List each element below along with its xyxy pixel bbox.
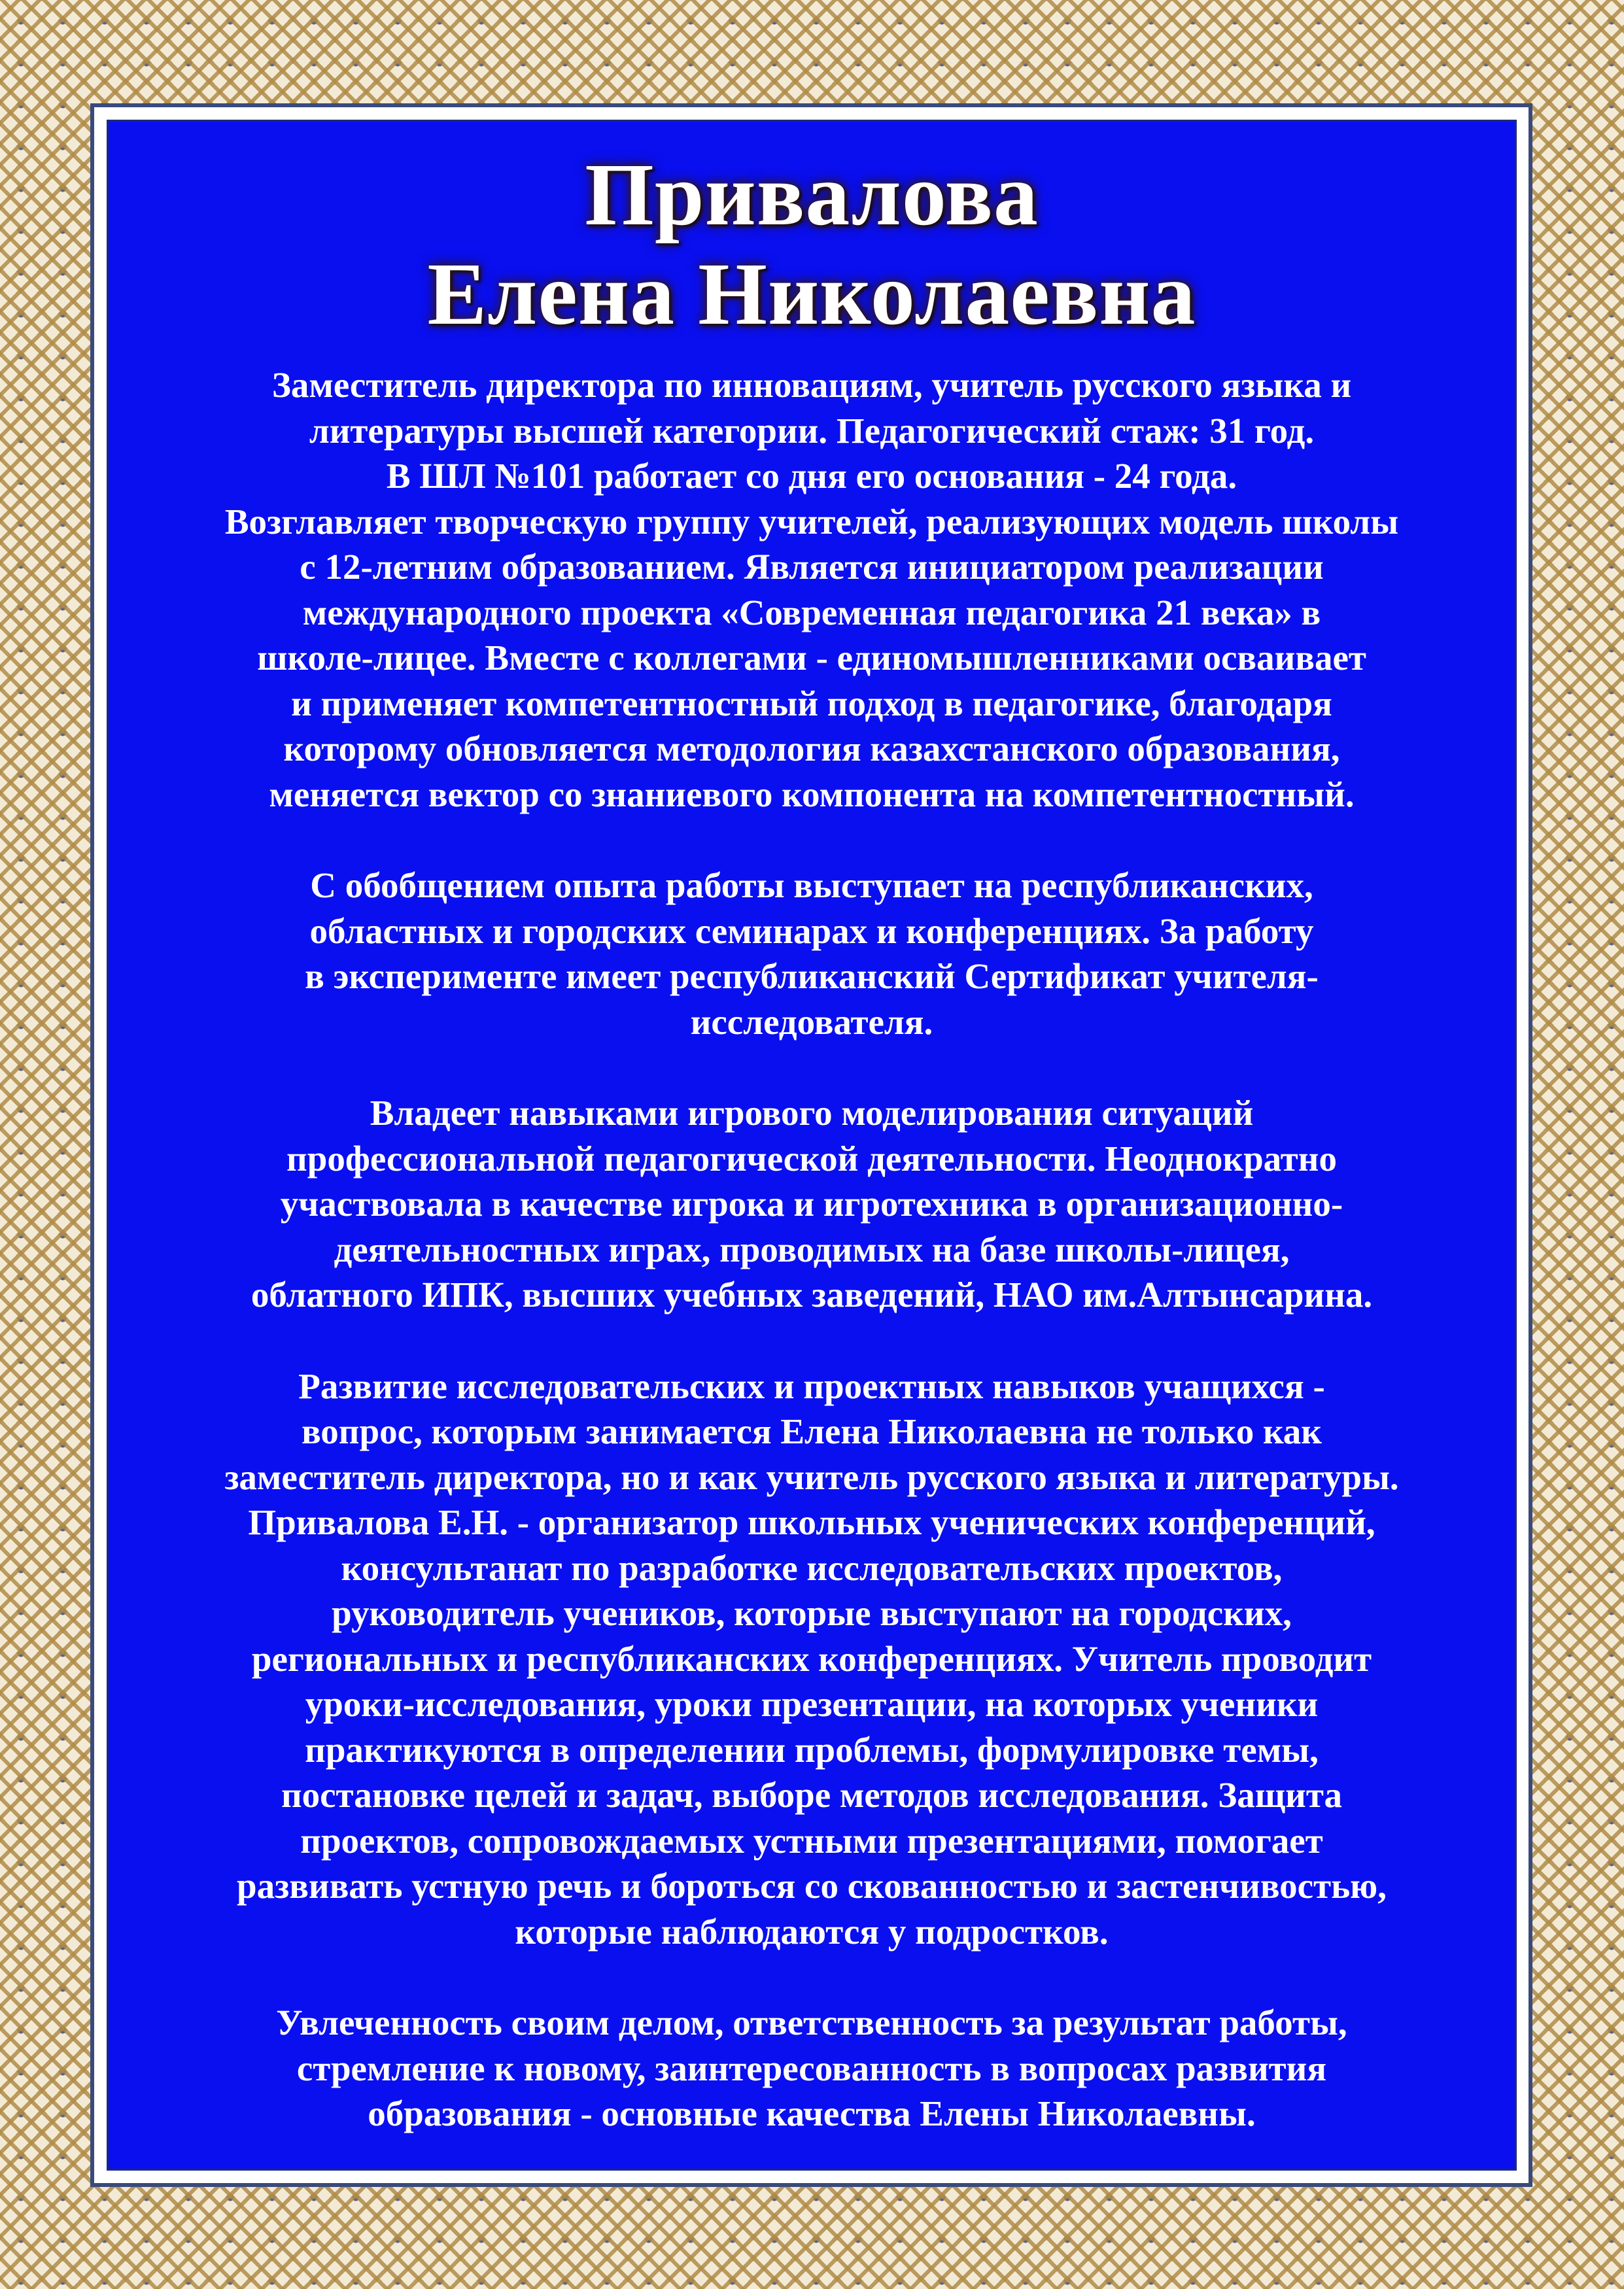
text-line: деятельностных играх, проводимых на базе школы-лицея,: [334, 1229, 1290, 1269]
text-line: проектов, сопровождаемых устными презентациями, помогает: [300, 1820, 1323, 1861]
text-line: образования - основные качества Елены Николаевны.: [368, 2093, 1256, 2133]
paragraph-gap: [128, 817, 1495, 863]
text-line: В ШЛ №101 работает со дня его основания - 24 года.: [386, 456, 1237, 496]
text-line: стремление к новому, заинтересованность в вопросах развития: [296, 2048, 1327, 2088]
text-line: Развитие исследовательских и проектных навыков учащихся -: [298, 1366, 1325, 1406]
paragraph-5: [128, 2000, 1495, 2137]
text-line: областных и городских семинарах и конференциях. За работу: [309, 910, 1314, 951]
page-title: [128, 145, 1495, 344]
text-line: и применяет компетентностный подход в педагогике, благодаря: [291, 683, 1332, 723]
text-line: С обобщением опыта работы выступает на республиканских,: [310, 865, 1313, 905]
text-line: руководитель учеников, которые выступают на городских,: [332, 1593, 1292, 1633]
text-line: Возглавляет творческую группу учителей, реализующих модель школы: [224, 501, 1399, 542]
text-line: профессиональной педагогической деятельности. Неоднократно: [286, 1138, 1337, 1179]
text-line: Заместитель директора по инновациям, учитель русского языка и: [271, 365, 1352, 405]
text-line: развивать устную речь и бороться со скованностью и застенчивостью,: [237, 1866, 1387, 1906]
text-line: которые наблюдаются у подростков.: [515, 1911, 1109, 1952]
text-line: участвовала в качестве игрока и игротехника в организационно-: [280, 1184, 1343, 1224]
content: [109, 122, 1515, 2169]
text-line: облатного ИПК, высших учебных заведений, НАО им.Алтынсарина.: [251, 1275, 1373, 1315]
text-line: консультанат по разработке исследовательских проектов,: [341, 1547, 1283, 1588]
text-line: Привалова Е.Н. - организатор школьных ученических конференций,: [248, 1502, 1375, 1542]
text-line: практикуются в определении проблемы, формулировке темы,: [305, 1729, 1319, 1770]
paragraph-3: [128, 1090, 1495, 1318]
paragraph-gap: [128, 1954, 1495, 2000]
text-line: уроки-исследования, уроки презентации, на которых ученики: [305, 1684, 1319, 1724]
biography-text: [128, 362, 1495, 2137]
text-line: в эксперименте имеет республиканский Сертификат учителя-: [305, 956, 1319, 996]
text-line: школе-лицее. Вместе с коллегами - единомышленниками осваивает: [257, 638, 1366, 678]
title-name: Елена Николаевна: [427, 245, 1196, 343]
paragraph-gap: [128, 1044, 1495, 1090]
text-line: вопрос, которым занимается Елена Николаевна не только как: [301, 1411, 1322, 1451]
text-line: региональных и республиканских конференциях. Учитель проводит: [251, 1638, 1372, 1679]
paragraph-gap: [128, 1318, 1495, 1364]
text-line: постановке целей и задач, выборе методов исследования. Защита: [281, 1775, 1343, 1815]
text-line: Увлеченность своим делом, ответственность за результат работы,: [276, 2003, 1347, 2042]
text-line: с 12-летним образованием. Является инициатором реализации: [300, 547, 1324, 587]
content-panel: [109, 122, 1515, 2169]
paragraph-2: [128, 863, 1495, 1044]
text-line: международного проекта «Современная педагогика 21 века» в: [302, 592, 1321, 632]
text-line: которому обновляется методология казахстанского образования,: [283, 729, 1340, 768]
text-line: исследователя.: [690, 1001, 933, 1042]
paragraph-1: [128, 362, 1495, 817]
text-line: литературы высшей категории. Педагогический стаж: 31 год.: [309, 410, 1315, 451]
text-line: меняется вектор со знаниевого компонента на компетентностный.: [269, 774, 1355, 814]
text-line: Владеет навыками игрового моделирования ситуаций: [370, 1093, 1254, 1133]
paragraph-4: [128, 1364, 1495, 1955]
text-line: заместитель директора, но и как учитель русского языка и литературы.: [224, 1456, 1399, 1497]
title-surname: Привалова: [585, 146, 1039, 244]
